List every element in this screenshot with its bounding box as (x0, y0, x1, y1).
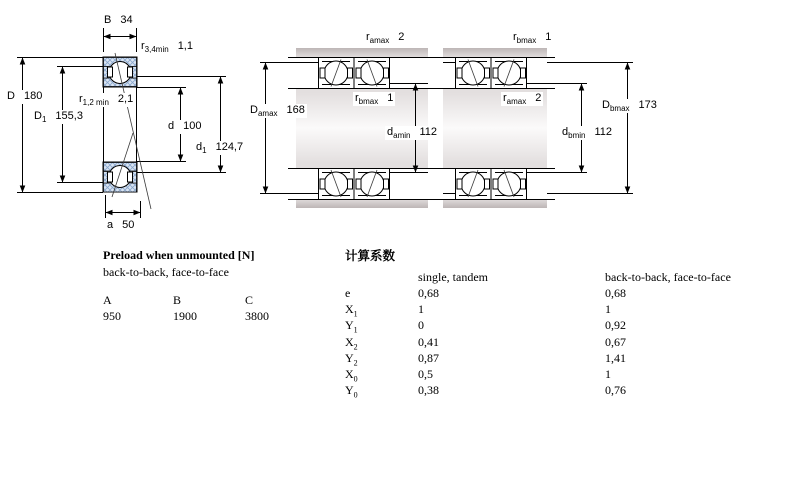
preload-column-header: C (245, 293, 254, 307)
preload-value: 1900 (173, 309, 197, 323)
factor-value-btb: 0,76 (605, 383, 626, 398)
preload-value: 3800 (245, 309, 269, 323)
factor-value-btb: 1,41 (605, 350, 626, 365)
preload-table (103, 293, 315, 325)
factor-symbol: $Y_0$ (345, 383, 358, 400)
factor-value-btb: 0,67 (605, 334, 626, 349)
factor-value-btb: 0,68 (605, 286, 626, 300)
factor-value-single: 0,41 (418, 334, 439, 349)
factors-row (345, 335, 626, 351)
dim-label-d: d 100 (166, 120, 203, 134)
factor-symbol: $X_1$ (345, 302, 358, 319)
dim-label-D1: $D_1$ 155,3 (34, 110, 83, 125)
factor-symbol: $X_2$ (345, 334, 358, 351)
dim-label-Dbmax: $D_{bmax}$ 173 (602, 99, 657, 114)
factors-row (345, 286, 626, 302)
dim-label-ramax-mid: $r_{amax}$ 2 (366, 31, 405, 46)
dim-label-a: a 50 (107, 219, 135, 231)
factor-symbol: e (345, 286, 351, 300)
factor-value-single: 0,68 (418, 286, 439, 300)
factor-value-single: 0,5 (418, 366, 433, 381)
factors-title: 计算系数 (345, 249, 396, 263)
factor-value-btb: 1 (605, 302, 611, 317)
factor-symbol: $Y_2$ (345, 350, 358, 368)
preload-value: 950 (103, 309, 121, 323)
preload-column (103, 293, 173, 325)
preload-subtitle: back-to-back, face-to-face (103, 265, 229, 279)
factor-value-single: 0,87 (418, 350, 439, 365)
dim-label-d1: $d_1$ 124,7 (196, 141, 244, 156)
factors-row (345, 318, 626, 334)
dim-label-r34min: $r_{3,4min}$ 1,1 (141, 40, 193, 55)
factors-col-single-tandem: single, tandem (418, 270, 488, 284)
factor-value-single: 1 (418, 302, 424, 317)
factor-symbol: $Y_1$ (345, 318, 358, 335)
preload-column-header: A (103, 293, 112, 307)
dim-label-rbmax-right: $r_{bmax}$ 1 (513, 31, 552, 46)
factors-col-back-to-back: back-to-back, face-to-face (605, 270, 731, 284)
factor-value-btb: 0,92 (605, 318, 626, 333)
dim-label-ramax-right: $r_{amax}$ 2 (503, 92, 542, 107)
factors-row (345, 302, 626, 318)
dim-label-rbmax-mid: $r_{bmax}$ 1 (355, 92, 394, 107)
preload-column (173, 293, 245, 325)
factor-value-single: 0 (418, 318, 424, 333)
dim-label-Damax: $D_{amax}$ 168 (250, 104, 305, 119)
dim-label-damin: $d_{amin}$ 112 (387, 126, 438, 141)
factors-row (345, 383, 626, 399)
factor-value-single: 0,38 (418, 383, 439, 398)
dim-label-B: B 34 (104, 14, 133, 26)
dim-label-dbmin: $d_{bmin}$ 112 (562, 126, 613, 141)
factor-value-btb: 1 (605, 366, 611, 381)
factors-row (345, 367, 626, 383)
factors-table (345, 286, 626, 399)
preload-column (245, 293, 315, 325)
factors-row (345, 351, 626, 367)
dim-label-D: D 180 (5, 90, 44, 104)
factor-symbol: $X_0$ (345, 366, 358, 384)
dim-label-r12min: $r_{1,2 min}$ 2,1 (79, 93, 134, 108)
preload-column-header: B (173, 293, 182, 307)
preload-title: Preload when unmounted [N] (103, 248, 255, 262)
